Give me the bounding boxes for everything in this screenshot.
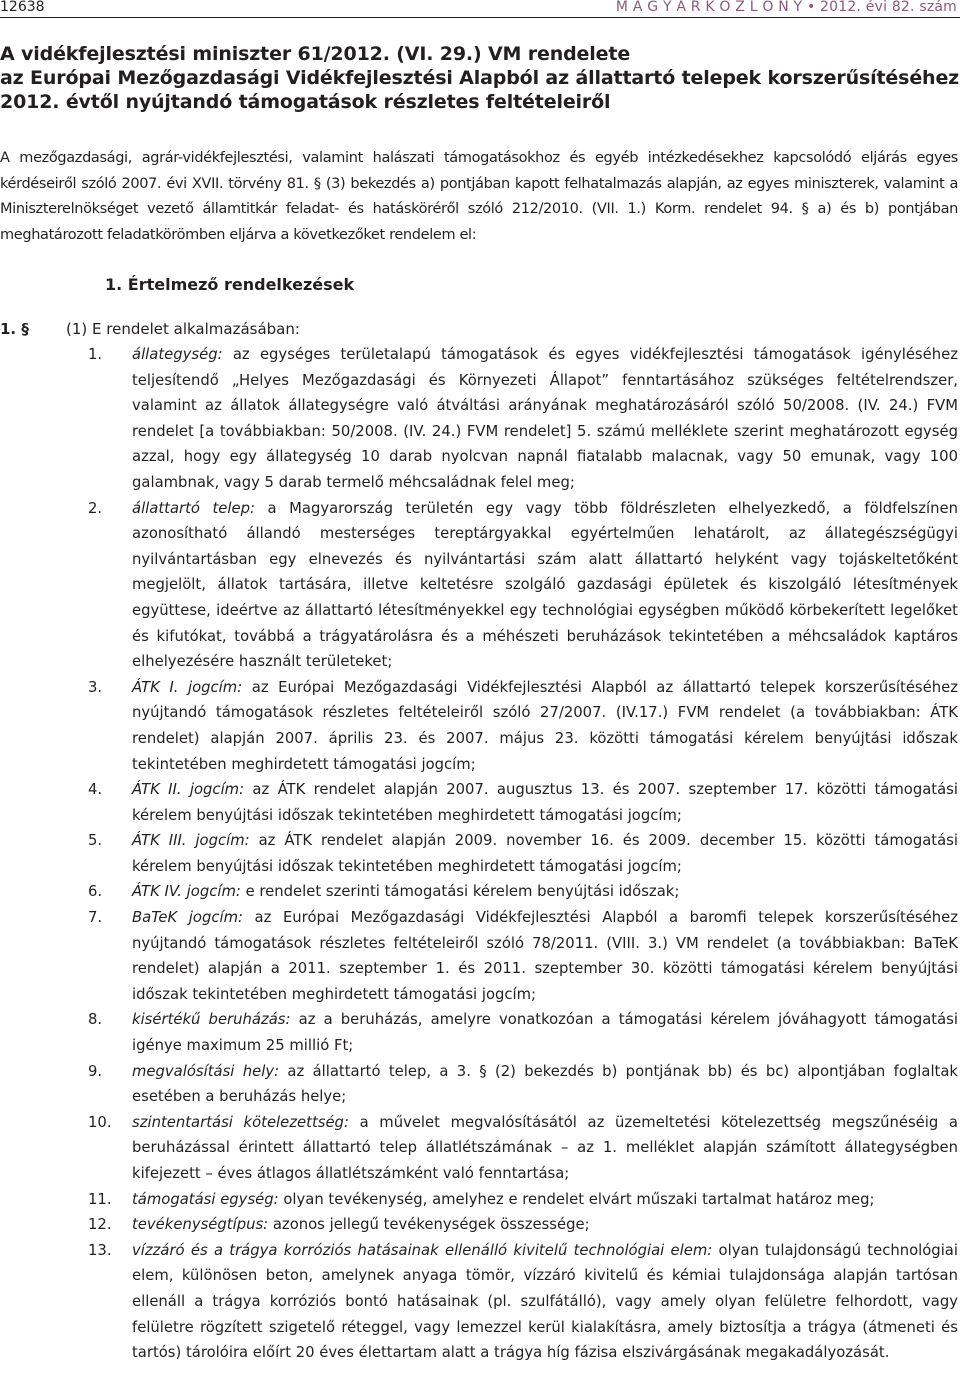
definition-body xyxy=(132,1212,958,1238)
definition-text: e rendelet szerinti támogatási kérelem benyújtási időszak; xyxy=(240,883,680,901)
title-line: A vidékfejlesztési miniszter 61/2012. (VI. 29.) VM rendelete xyxy=(0,43,631,65)
definition-term: kisértékű beruházás: xyxy=(132,1011,291,1029)
definition-number: 8. xyxy=(88,1011,103,1029)
definition-item xyxy=(0,1110,960,1187)
definition-text: a Magyarország területén egy vagy több földrészleten elhelyezkedő, a földfelszínen azonosítható állandó mesterséges tereptárgyakkal egyértelműen lehatárolt, az állategészségügyi nyilvántartásban egy elnevezés és nyilvántartási szám alatt állattartó helyként vagy tojáskeltetőként megjelölt, állatok tartására, illetve keltetésre szolgáló gazdasági épületek és kiszolgáló létesítmények együttese, ideértve az állattartó létesítményekkel egy technológiai egységben működő körbekerített legelőket és kifutókat, továbbá a trágyatárolásra és a méhészeti beruházások tekintetében a méhcsaládok kaptáros elhelyezésére használt területeket; xyxy=(132,499,959,671)
preamble-text: A mezőgazdasági, agrár-vidékfejlesztési, valamint halászati támogatásokhoz és egyéb intézkedésekhez kapcsolódó eljárás egyes kérdéseiről szóló 2007. évi XVII. törvény 81. § (3) bekezdés a) pontjában kapott felhatalmazás alapján, az egyes miniszterek, valamint a Miniszterelnökséget vezető államtitkár feladat- és hatásköréről szóló 212/2010. (VII. 1.) Korm. rendelet 94. § a) és b) pontjában meghatározott feladatkörömben eljárva a következőket rendelem el: xyxy=(0,150,958,243)
definition-number: 10. xyxy=(88,1113,112,1131)
definition-number: 12. xyxy=(88,1216,112,1234)
definition-term: ÁTK III. jogcím: xyxy=(132,832,250,850)
page-header xyxy=(0,0,960,22)
definition-number: 6. xyxy=(88,883,103,901)
definition-text: az Európai Mezőgazdasági Vidékfejlesztési Alapból a baromfi telepek korszerűsítéséhez nyújtandó támogatások részletes feltételeiről szóló 78/2011. (VIII. 3.) VM rendelet (a továbbiakban: BaTeK rendelet) alapján a 2011. szeptember 1. és 2011. szeptember 30. közötti támogatási kérelem benyújtási időszak tekintetében meghirdetett támogatási jogcím; xyxy=(132,909,958,1003)
title-line: az Európai Mezőgazdasági Vidékfejlesztési Alapból az állattartó telepek korszerűsítéséhez xyxy=(0,67,960,89)
definition-item xyxy=(0,1187,960,1213)
definition-term: állattartó telep: xyxy=(132,499,255,517)
definition-term: tevékenységtípus: xyxy=(132,1216,269,1234)
chapter-title: 1. Értelmező rendelkezések xyxy=(105,275,355,294)
definition-term: szintentartási kötelezettség: xyxy=(132,1113,349,1131)
regulation-title xyxy=(0,42,960,114)
definition-term: megvalósítási hely: xyxy=(132,1062,280,1080)
definition-text: a művelet megvalósításától az üzemeltetési kötelezettség megszűnéséig a beruházással érintett állattartó telep állatlétszámának – az 1. melléklet alapján számított állategységben kifejezett – éves átlagos állatlétszámként való fenntartása; xyxy=(132,1113,958,1182)
definition-body xyxy=(132,1238,958,1366)
definition-text: olyan tulajdonságú technológiai elem, különösen beton, amelynek anyaga tömör, vízzáró kivitelű és kémiai tulajdonsága alapján tartósan ellenáll a trágya korróziós bontó hatásainak (pl. szulfátálló), vagy amely olyan felületre felhordott, vagy felületre rögzített szigetelő réteggel, vagy lemezzel kerül kialakításra, amely biztosítja a trágya (átmeneti és tartós) tárolóira előírt 20 éves élettartam alatt a trágya híg fázisa elszivárgásának megakadályozását. xyxy=(132,1241,958,1362)
definition-number: 1. xyxy=(88,346,103,363)
definition-number: 3. xyxy=(88,678,103,696)
definition-body xyxy=(132,879,958,905)
definition-text: az Európai Mezőgazdasági Vidékfejlesztési Alapból az állattartó telepek korszerűsítéséhez nyújtandó támogatások részletes feltételeiről szóló 27/2007. (IV.17.) FVM rendelet (a továbbiakban: ÁTK rendelet) alapján 2007. április 23. és 2007. május 23. közötti támogatási kérelem benyújtási időszak tekintetében meghirdetett támogatási jogcím; xyxy=(132,678,958,773)
definition-body xyxy=(132,1187,958,1213)
definitions-list xyxy=(0,342,960,1366)
definition-body xyxy=(132,496,958,675)
page-number: 12638 xyxy=(0,0,45,15)
definition-term: vízzáró és a trágya korróziós hatásainak ellenálló kivitelű technológiai elem: xyxy=(132,1241,713,1259)
definition-body xyxy=(132,828,958,879)
definition-item xyxy=(0,879,960,905)
definition-body xyxy=(132,905,958,1007)
definition-text: az ÁTK rendelet alapján 2007. augusztus 13. és 2007. szeptember 17. közötti támogatási kérelem benyújtási időszak tekintetében meghirdetett támogatási jogcím; xyxy=(132,781,958,824)
definition-text: az a beruházás, amelyre vonatkozóan a támogatási kérelem jóváhagyott támogatási igénye maximum 25 millió Ft; xyxy=(132,1011,958,1055)
definition-item xyxy=(0,1007,960,1058)
definition-item xyxy=(0,342,960,496)
title-line: 2012. évtől nyújtandó támogatások részletes feltételeiről xyxy=(0,91,611,113)
paragraph-number: 1. § xyxy=(0,320,29,338)
definition-number: 13. xyxy=(88,1241,112,1259)
definition-body xyxy=(132,675,958,777)
definition-term: állategység: xyxy=(132,346,223,363)
definition-number: 5. xyxy=(88,832,103,850)
definition-number: 2. xyxy=(88,499,103,517)
publication-name: M A G Y A R K Ö Z L Ö N Y • 2012. évi 82. szám xyxy=(615,0,957,15)
definition-body xyxy=(132,1110,958,1187)
definition-term: ÁTK IV. jogcím: xyxy=(132,883,241,901)
definition-text: az állattartó telep, a 3. § (2) bekezdés b) pontjának bb) és bc) alpontjában foglaltak esetében a beruházás helye; xyxy=(132,1062,958,1106)
definition-item xyxy=(0,675,960,777)
definition-body xyxy=(132,1059,958,1110)
definition-item xyxy=(0,1238,960,1366)
header-rule xyxy=(0,17,960,18)
definition-text: olyan tevékenység, amelyhez e rendelet elvárt műszaki tartalmat határoz meg; xyxy=(278,1190,875,1208)
definition-term: ÁTK I. jogcím: xyxy=(132,678,243,696)
definition-body xyxy=(132,342,958,496)
definition-term: BaTeK jogcím: xyxy=(132,909,243,927)
definition-text: azonos jellegű tevékenységek összessége; xyxy=(268,1216,590,1234)
definition-body xyxy=(132,1007,958,1058)
definition-body xyxy=(132,777,958,828)
definition-number: 11. xyxy=(88,1190,112,1208)
definition-number: 7. xyxy=(88,909,103,927)
definition-item xyxy=(0,1212,960,1238)
paragraph-text: (1) E rendelet alkalmazásában: xyxy=(66,320,300,338)
definition-item xyxy=(0,1059,960,1110)
definition-item xyxy=(0,496,960,675)
definition-item xyxy=(0,828,960,879)
definition-text: az egységes területalapú támogatások és egyes vidékfejlesztési támogatások igényléséhez teljesítendő „Helyes Mezőgazdasági és Környezeti Állapot” fenntartásához szükséges feltételrendszer, valamint az állatok állategységre való átváltási arányának meghatározásáról szóló 50/2008. (IV. 24.) FVM rendelet [a továbbiakban: 50/2008. (IV. 24.) FVM rendelet] 5. számú melléklete szerint meghatározott egység azzal, hogy egy állategység 10 darab nyolcvan napnál fiatalabb malacnak, vagy 50 emunak, vagy 100 galambnak, vagy 5 darab termelő méhcsaládnak felel meg; xyxy=(132,346,958,491)
definition-term: ÁTK II. jogcím: xyxy=(132,781,245,799)
definition-item xyxy=(0,777,960,828)
definition-number: 4. xyxy=(88,781,103,799)
definition-term: támogatási egység: xyxy=(132,1190,279,1208)
definition-number: 9. xyxy=(88,1062,103,1080)
definition-text: az ÁTK rendelet alapján 2009. november 16. és 2009. december 15. közötti támogatási kérelem benyújtási időszak tekintetében meghirdetett támogatási jogcím; xyxy=(132,832,958,875)
definition-item xyxy=(0,905,960,1007)
